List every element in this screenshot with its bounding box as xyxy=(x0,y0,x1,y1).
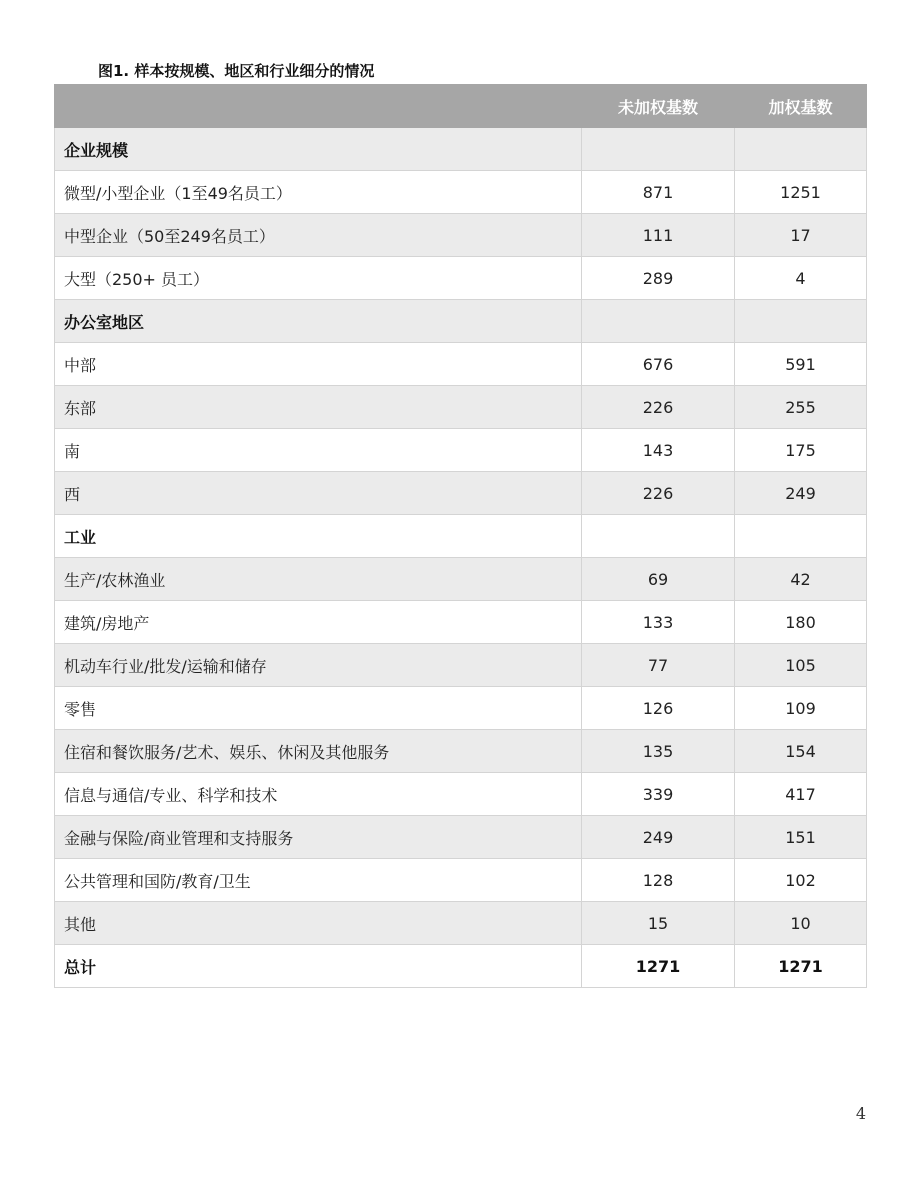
table-header-row xyxy=(55,85,867,128)
row-label: 其他 xyxy=(55,902,582,945)
table-row xyxy=(55,429,867,472)
row-label: 总计 xyxy=(55,945,582,988)
weighted-base-value: 255 xyxy=(735,386,867,429)
table-row xyxy=(55,601,867,644)
header-weighted-base: 加权基数 xyxy=(735,85,867,128)
unweighted-base-value: 871 xyxy=(582,171,735,214)
row-label: 住宿和餐饮服务/艺术、娱乐、休闲及其他服务 xyxy=(55,730,582,773)
unweighted-base-value xyxy=(582,300,735,343)
unweighted-base-value: 226 xyxy=(582,472,735,515)
table-row xyxy=(55,343,867,386)
unweighted-base-value: 77 xyxy=(582,644,735,687)
row-label: 西 xyxy=(55,472,582,515)
row-label: 金融与保险/商业管理和支持服务 xyxy=(55,816,582,859)
weighted-base-value: 1271 xyxy=(735,945,867,988)
section-row xyxy=(55,300,867,343)
weighted-base-value xyxy=(735,128,867,171)
table-row xyxy=(55,773,867,816)
unweighted-base-value: 289 xyxy=(582,257,735,300)
unweighted-base-value: 133 xyxy=(582,601,735,644)
unweighted-base-value: 143 xyxy=(582,429,735,472)
table-row xyxy=(55,816,867,859)
weighted-base-value: 10 xyxy=(735,902,867,945)
table-row xyxy=(55,171,867,214)
section-title: 办公室地区 xyxy=(55,300,582,343)
figure-caption: 图1. 样本按规模、地区和行业细分的情况 xyxy=(98,62,375,80)
weighted-base-value: 102 xyxy=(735,859,867,902)
unweighted-base-value: 226 xyxy=(582,386,735,429)
table-row xyxy=(55,859,867,902)
unweighted-base-value: 111 xyxy=(582,214,735,257)
row-label: 公共管理和国防/教育/卫生 xyxy=(55,859,582,902)
weighted-base-value: 1251 xyxy=(735,171,867,214)
table-row xyxy=(55,558,867,601)
row-label: 机动车行业/批发/运输和储存 xyxy=(55,644,582,687)
unweighted-base-value xyxy=(582,128,735,171)
weighted-base-value: 417 xyxy=(735,773,867,816)
unweighted-base-value: 339 xyxy=(582,773,735,816)
row-label: 中型企业（50至249名员工） xyxy=(55,214,582,257)
row-label: 大型（250+ 员工） xyxy=(55,257,582,300)
weighted-base-value: 105 xyxy=(735,644,867,687)
unweighted-base-value: 676 xyxy=(582,343,735,386)
row-label: 东部 xyxy=(55,386,582,429)
row-label: 微型/小型企业（1至49名员工） xyxy=(55,171,582,214)
row-label: 生产/农林渔业 xyxy=(55,558,582,601)
table-row xyxy=(55,386,867,429)
unweighted-base-value xyxy=(582,515,735,558)
weighted-base-value: 42 xyxy=(735,558,867,601)
table-row xyxy=(55,730,867,773)
header-unweighted-base: 未加权基数 xyxy=(582,85,735,128)
table-body xyxy=(55,128,867,988)
unweighted-base-value: 1271 xyxy=(582,945,735,988)
table-row xyxy=(55,644,867,687)
table-row xyxy=(55,687,867,730)
weighted-base-value xyxy=(735,515,867,558)
weighted-base-value: 175 xyxy=(735,429,867,472)
weighted-base-value: 154 xyxy=(735,730,867,773)
row-label: 南 xyxy=(55,429,582,472)
table-row xyxy=(55,214,867,257)
unweighted-base-value: 15 xyxy=(582,902,735,945)
section-row xyxy=(55,515,867,558)
weighted-base-value: 17 xyxy=(735,214,867,257)
row-label: 信息与通信/专业、科学和技术 xyxy=(55,773,582,816)
weighted-base-value xyxy=(735,300,867,343)
unweighted-base-value: 128 xyxy=(582,859,735,902)
section-row xyxy=(55,128,867,171)
weighted-base-value: 4 xyxy=(735,257,867,300)
total-row xyxy=(55,945,867,988)
row-label: 建筑/房地产 xyxy=(55,601,582,644)
weighted-base-value: 180 xyxy=(735,601,867,644)
section-title: 工业 xyxy=(55,515,582,558)
table-row xyxy=(55,472,867,515)
weighted-base-value: 249 xyxy=(735,472,867,515)
weighted-base-value: 591 xyxy=(735,343,867,386)
weighted-base-value: 109 xyxy=(735,687,867,730)
section-title: 企业规模 xyxy=(55,128,582,171)
table-row xyxy=(55,902,867,945)
unweighted-base-value: 126 xyxy=(582,687,735,730)
sample-breakdown-table xyxy=(54,84,867,988)
unweighted-base-value: 135 xyxy=(582,730,735,773)
header-label-cell xyxy=(55,85,582,128)
page-number: 4 xyxy=(855,1104,866,1123)
unweighted-base-value: 69 xyxy=(582,558,735,601)
weighted-base-value: 151 xyxy=(735,816,867,859)
row-label: 零售 xyxy=(55,687,582,730)
unweighted-base-value: 249 xyxy=(582,816,735,859)
row-label: 中部 xyxy=(55,343,582,386)
table-row xyxy=(55,257,867,300)
